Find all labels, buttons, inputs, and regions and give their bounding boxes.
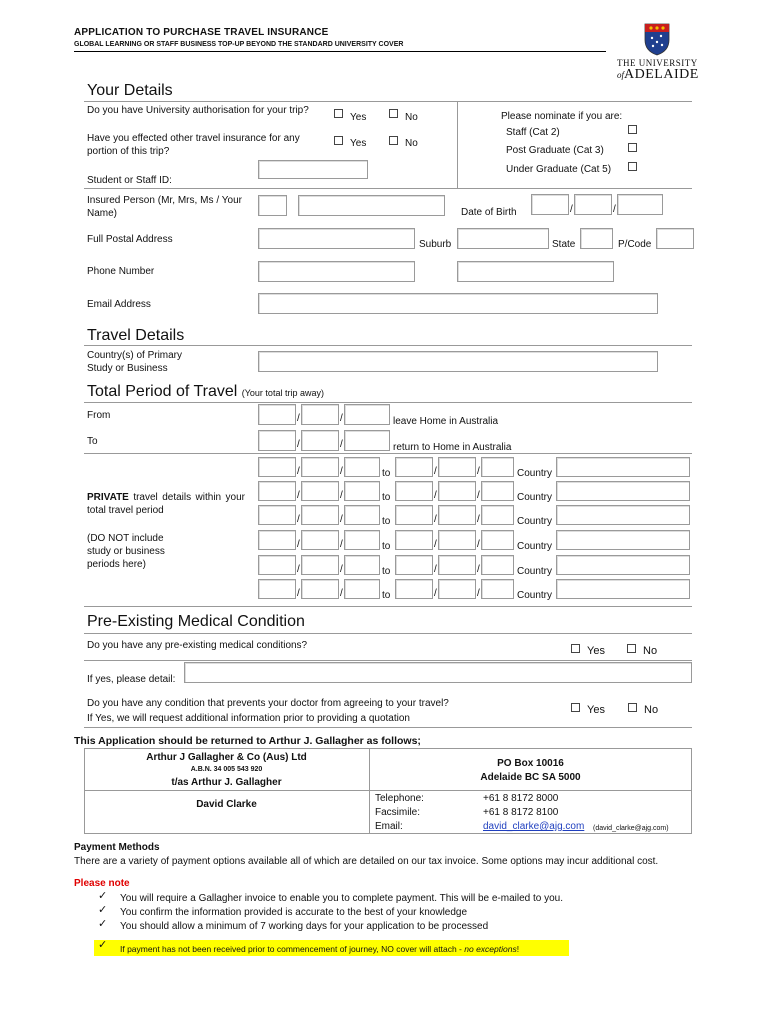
private-row-5-to: to (382, 566, 391, 577)
email-note: (david_clarke@ajg.com) (593, 825, 669, 832)
authorisation-yes-checkbox[interactable] (334, 109, 343, 118)
private-row-4-end-year-input[interactable] (481, 530, 514, 550)
private-row-5-end-day-input[interactable] (395, 555, 433, 575)
medical-q1-rule (84, 660, 692, 661)
insured-person-label: Insured Person (Mr, Mrs, Ms / Your Name) (87, 195, 242, 219)
warning-main: If payment has not been received prior to commencement of journey, NO cover will attach - (120, 944, 465, 954)
fax-value: +61 8 8172 8100 (483, 807, 559, 818)
logo-line1: THE UNIVERSITY (617, 58, 698, 68)
period-rule (84, 402, 692, 403)
private-label (87, 491, 245, 517)
private-row-6-end-year-input[interactable] (481, 579, 514, 599)
private-row-1-start-year-input[interactable] (344, 457, 380, 477)
private-row-6-start-month-input[interactable] (301, 579, 339, 599)
postgrad-checkbox[interactable] (628, 143, 637, 152)
private-row-4-start-day-input[interactable] (258, 530, 296, 550)
payment-text: There are a variety of payment options available all of which are detailed on our tax invoice. Some options may incur additional cost. (74, 856, 659, 867)
logo-line2: ADELAIDE (624, 67, 699, 82)
po-city: Adelaide BC SA 5000 (480, 772, 581, 783)
private-row-4-start-month-input[interactable] (301, 530, 339, 550)
pcode-input[interactable] (656, 228, 694, 249)
form-subtitle: GLOBAL LEARNING OR STAFF BUSINESS TOP-UP BEYOND THE STANDARD UNIVERSITY COVER (74, 41, 404, 48)
private-row-6-to: to (382, 590, 391, 601)
private-row-1-start-month-input[interactable] (301, 457, 339, 477)
note-tick-4: ✓ (98, 939, 108, 951)
company-abn: A.B.N. 34 005 543 920 (190, 766, 263, 773)
private-row-6-slash: / (477, 588, 480, 599)
private-row-2-slash: / (340, 490, 343, 501)
private-row-1-country-input[interactable] (556, 457, 690, 477)
note-item-1: You will require a Gallagher invoice to enable you to complete payment. This will be e-mailed to you. (120, 893, 564, 904)
private-row-2-country-label: Country (517, 492, 553, 503)
private-row-3-start-day-input[interactable] (258, 505, 296, 525)
suburb-label: Suburb (419, 239, 452, 250)
private-row-4-slash: / (297, 539, 300, 550)
from-slash-2: / (340, 413, 343, 424)
private-row-6-start-year-input[interactable] (344, 579, 380, 599)
medical-detail-label: If yes, please detail: (87, 674, 176, 685)
private-row-2-to: to (382, 492, 391, 503)
postal-label: Full Postal Address (87, 234, 173, 245)
authorisation-no-checkbox[interactable] (389, 109, 398, 118)
note-item-3: You should allow a minimum of 7 working days for your application to be processed (120, 921, 489, 932)
postgrad-label: Post Graduate (Cat 3) (506, 145, 604, 156)
authorisation-yes-label: Yes (350, 112, 367, 123)
private-row-2-country-input[interactable] (556, 481, 690, 501)
contact-name: David Clarke (196, 799, 257, 810)
dob-month-input[interactable] (574, 194, 612, 215)
do-not-label: (DO NOT include study or business periods here) (87, 533, 165, 570)
private-rest: travel details within your total travel period (87, 492, 246, 516)
private-row-5-slash: / (477, 564, 480, 575)
header-rule (74, 51, 606, 52)
logo-line2-wrap (617, 67, 699, 83)
private-row-1-start-day-input[interactable] (258, 457, 296, 477)
private-row-2-end-day-input[interactable] (395, 481, 433, 501)
travel-details-heading: Travel Details (87, 327, 185, 344)
private-bold: PRIVATE (87, 492, 129, 503)
private-row-4-to: to (382, 541, 391, 552)
logo-of: of (617, 70, 625, 80)
private-row-3-end-day-input[interactable] (395, 505, 433, 525)
period-heading: Total Period of Travel (87, 383, 238, 400)
phone-input[interactable] (258, 261, 415, 282)
private-row-1-to: to (382, 468, 391, 479)
email-label: Email Address (87, 299, 151, 310)
private-row-3-end-year-input[interactable] (481, 505, 514, 525)
from-month-input[interactable] (301, 404, 339, 425)
name-input[interactable] (298, 195, 445, 216)
private-row-3-start-month-input[interactable] (301, 505, 339, 525)
note-tick-3: ✓ (98, 918, 108, 930)
medical-q2-yes-label: Yes (587, 704, 605, 716)
private-row-3-slash: / (434, 514, 437, 525)
private-row-4-country-label: Country (517, 541, 553, 552)
medical-q2-yes-checkbox[interactable] (571, 703, 580, 712)
student-id-input[interactable] (258, 160, 368, 179)
private-row-2-slash: / (434, 490, 437, 501)
private-row-6-slash: / (340, 588, 343, 599)
title-input[interactable] (258, 195, 287, 216)
private-row-6-start-day-input[interactable] (258, 579, 296, 599)
note-heading: Please note (74, 878, 130, 889)
dob-year-input[interactable] (617, 194, 663, 215)
telephone-value: +61 8 8172 8000 (483, 793, 559, 804)
private-row-3-slash: / (340, 514, 343, 525)
private-row-4-slash: / (477, 539, 480, 550)
leave-label: leave Home in Australia (393, 416, 499, 427)
travel-rule (84, 345, 692, 346)
authorisation-no-label: No (405, 112, 418, 123)
private-row-4-country-input[interactable] (556, 530, 690, 550)
warning-text (120, 943, 519, 956)
private-row-4-slash: / (434, 539, 437, 550)
your-details-heading: Your Details (87, 82, 173, 99)
return-label: return to Home in Australia (393, 442, 512, 453)
other-insurance-no-checkbox[interactable] (389, 136, 398, 145)
phone-input-2[interactable] (457, 261, 614, 282)
form-title: APPLICATION TO PURCHASE TRAVEL INSURANCE (74, 27, 329, 38)
private-row-5-end-year-input[interactable] (481, 555, 514, 575)
to-label: To (87, 436, 98, 447)
return-heading: This Application should be returned to Arthur J. Gallagher as follows; (74, 735, 421, 747)
private-row-5-slash: / (340, 564, 343, 575)
nominate-label: Please nominate if you are: (501, 111, 623, 122)
student-id-rule (84, 188, 692, 189)
medical-q1-yes-label: Yes (587, 645, 605, 657)
private-row-5-country-label: Country (517, 566, 553, 577)
private-row-2-start-day-input[interactable] (258, 481, 296, 501)
medical-detail-input[interactable] (184, 662, 692, 683)
private-row-6-country-input[interactable] (556, 579, 690, 599)
staff-label: Staff (Cat 2) (506, 127, 560, 138)
medical-q1-no-label: No (643, 645, 658, 657)
dob-slash-2: / (613, 204, 616, 215)
private-row-4-slash: / (340, 539, 343, 550)
private-row-4-end-month-input[interactable] (438, 530, 476, 550)
note-tick-2: ✓ (98, 904, 108, 916)
warning-em: no exceptions (464, 944, 517, 954)
dob-day-input[interactable] (531, 194, 569, 215)
suburb-input[interactable] (457, 228, 549, 249)
private-row-1-slash: / (477, 466, 480, 477)
fax-label: Facsimile: (375, 807, 421, 818)
private-row-1-slash: / (297, 466, 300, 477)
private-row-5-country-input[interactable] (556, 555, 690, 575)
private-row-3-to: to (382, 516, 391, 527)
medical-q1-no-checkbox[interactable] (627, 644, 636, 653)
private-row-3-start-year-input[interactable] (344, 505, 380, 525)
state-label: State (552, 239, 576, 250)
private-row-2-slash: / (477, 490, 480, 501)
private-row-2-slash: / (297, 490, 300, 501)
state-input[interactable] (580, 228, 613, 249)
dob-label: Date of Birth (461, 207, 517, 218)
payment-heading: Payment Methods (74, 842, 160, 853)
dob-slash-1: / (570, 204, 573, 215)
phone-label: Phone Number (87, 266, 155, 277)
medical-heading: Pre-Existing Medical Condition (87, 613, 305, 630)
private-row-2-start-year-input[interactable] (344, 481, 380, 501)
warning-end: ! (516, 944, 520, 954)
po-box: PO Box 10016 (497, 758, 564, 769)
to-slash-2: / (340, 439, 343, 450)
student-id-label: Student or Staff ID: (87, 175, 172, 186)
primary-country-label: Country(s) of Primary Study or Business (87, 350, 183, 374)
period-heading-wrap (87, 383, 324, 401)
private-row-2-end-year-input[interactable] (481, 481, 514, 501)
private-row-5-slash: / (434, 564, 437, 575)
note-item-2: You confirm the information provided is accurate to the best of your knowledge (120, 907, 468, 918)
private-row-6-slash: / (297, 588, 300, 599)
private-row-6-end-month-input[interactable] (438, 579, 476, 599)
private-row-4-start-year-input[interactable] (344, 530, 380, 550)
other-insurance-no-label: No (405, 138, 418, 149)
private-bottom-rule (84, 606, 692, 607)
private-row-2-end-month-input[interactable] (438, 481, 476, 501)
private-row-3-country-label: Country (517, 516, 553, 527)
other-insurance-label: Have you effected other travel insurance for any portion of this trip? (87, 133, 300, 157)
private-row-1-end-month-input[interactable] (438, 457, 476, 477)
private-row-6-slash: / (434, 588, 437, 599)
medical-q1-yes-checkbox[interactable] (571, 644, 580, 653)
private-row-4-end-day-input[interactable] (395, 530, 433, 550)
medical-q2-note: If Yes, we will request additional information prior to providing a quotation (87, 713, 410, 724)
medical-q2-rule (84, 727, 692, 728)
private-row-5-start-day-input[interactable] (258, 555, 296, 575)
undergrad-label: Under Graduate (Cat 5) (506, 164, 612, 175)
email-input[interactable] (258, 293, 658, 314)
period-heading-note: (Your total trip away) (241, 388, 324, 398)
private-row-6-end-day-input[interactable] (395, 579, 433, 599)
telephone-label: Telephone: (375, 793, 424, 804)
private-row-1-end-year-input[interactable] (481, 457, 514, 477)
authorisation-label: Do you have University authorisation for your trip? (87, 105, 309, 116)
private-row-2-start-month-input[interactable] (301, 481, 339, 501)
private-row-5-start-year-input[interactable] (344, 555, 380, 575)
medical-q2-no-checkbox[interactable] (628, 703, 637, 712)
private-row-3-end-month-input[interactable] (438, 505, 476, 525)
private-row-5-slash: / (297, 564, 300, 575)
details-rule (84, 101, 692, 102)
staff-checkbox[interactable] (628, 125, 637, 134)
medical-q2-no-label: No (644, 704, 659, 716)
medical-rule (84, 633, 692, 634)
note-tick-1: ✓ (98, 890, 108, 902)
private-row-6-country-label: Country (517, 590, 553, 601)
private-row-1-slash: / (340, 466, 343, 477)
email-contact-label: Email: (375, 821, 403, 832)
return-table-row-divider (84, 790, 692, 791)
private-row-3-country-input[interactable] (556, 505, 690, 525)
from-day-input[interactable] (258, 404, 296, 425)
to-slash-1: / (297, 439, 300, 450)
pcode-label: P/Code (618, 239, 652, 250)
private-row-1-country-label: Country (517, 468, 553, 479)
to-year-input[interactable] (344, 430, 390, 451)
private-row-3-slash: / (477, 514, 480, 525)
primary-country-input[interactable] (258, 351, 658, 372)
private-row-5-start-month-input[interactable] (301, 555, 339, 575)
university-crest-icon (643, 22, 671, 59)
private-row-3-slash: / (297, 514, 300, 525)
private-row-1-slash: / (434, 466, 437, 477)
to-day-input[interactable] (258, 430, 296, 451)
from-year-input[interactable] (344, 404, 390, 425)
from-slash-1: / (297, 413, 300, 424)
email-link[interactable]: david_clarke@ajg.com (483, 821, 585, 832)
undergrad-checkbox[interactable] (628, 162, 637, 171)
to-month-input[interactable] (301, 430, 339, 451)
company-tas: t/as Arthur J. Gallagher (171, 777, 282, 788)
medical-q2-label: Do you have any condition that prevents your doctor from agreeing to your travel? (87, 698, 449, 709)
other-insurance-yes-checkbox[interactable] (334, 136, 343, 145)
from-label: From (87, 410, 111, 421)
other-insurance-yes-label: Yes (350, 138, 367, 149)
private-top-rule (84, 453, 692, 454)
company-name: Arthur J Gallagher & Co (Aus) Ltd (146, 752, 307, 763)
medical-q1-label: Do you have any pre-existing medical conditions? (87, 640, 308, 651)
private-row-5-end-month-input[interactable] (438, 555, 476, 575)
postal-input[interactable] (258, 228, 415, 249)
details-divider (457, 101, 458, 189)
private-row-1-end-day-input[interactable] (395, 457, 433, 477)
